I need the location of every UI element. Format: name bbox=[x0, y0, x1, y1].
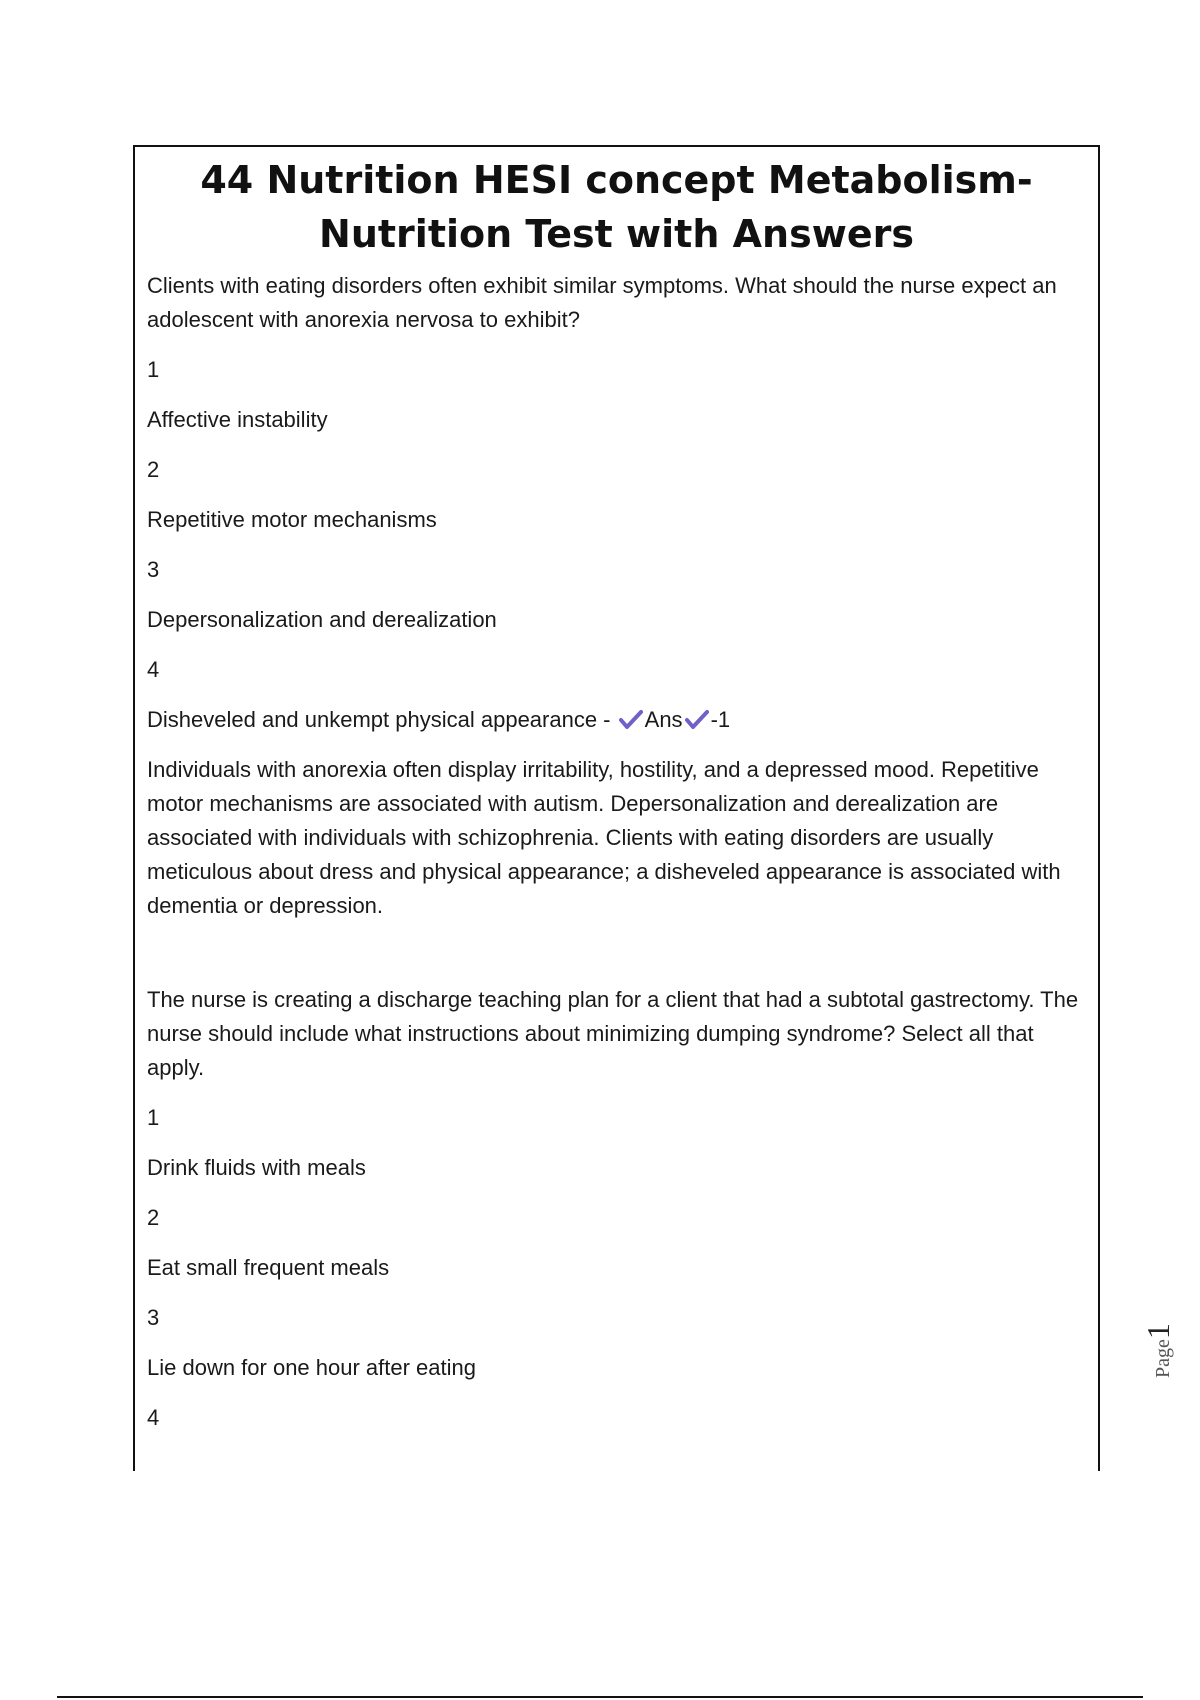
answer-value: -1 bbox=[710, 707, 731, 732]
question-2-option-2-text: Eat small frequent meals bbox=[147, 1255, 390, 1280]
question-spacer bbox=[147, 939, 1086, 983]
question-1-option-4-text: Disheveled and unkempt physical appearance - bbox=[147, 707, 611, 732]
page-label: Page bbox=[1152, 1339, 1174, 1378]
question-1-rationale: Individuals with anorexia often display irritability, hostility, and a depressed mood. Repetitive motor mechanisms are associated with autism. Depersonalization and derealization are associated with individuals with schizophrenia. Clients with eating disorders are usually meticulous about dress and physical appearance; a disheveled appearance is associated with dementia or depression. bbox=[147, 757, 1061, 918]
question-2-option-3-number: 3 bbox=[147, 1305, 160, 1330]
question-1-answer-line bbox=[147, 703, 1086, 737]
question-1-option-2-number: 2 bbox=[147, 457, 160, 482]
question-1-option-4-number: 4 bbox=[147, 657, 160, 682]
answer-label: Ans bbox=[644, 707, 683, 732]
question-2-option-1-number: 1 bbox=[147, 1105, 160, 1130]
check-mark-icon bbox=[619, 708, 643, 730]
question-1-option-3-number: 3 bbox=[147, 557, 160, 582]
question-2-stem: The nurse is creating a discharge teaching plan for a client that had a subtotal gastrectomy. The nurse should include what instructions about minimizing dumping syndrome? Select all that apply. bbox=[147, 987, 1079, 1080]
question-1-stem: Clients with eating disorders often exhibit similar symptoms. What should the nurse expect an adolescent with anorexia nervosa to exhibit? bbox=[147, 273, 1057, 332]
question-2-option-4-number: 4 bbox=[147, 1405, 160, 1430]
question-2-option-3-text: Lie down for one hour after eating bbox=[147, 1355, 477, 1380]
footer-divider bbox=[57, 1696, 1143, 1698]
question-1-option-3-text: Depersonalization and derealization bbox=[147, 607, 497, 632]
page-number-value: 1 bbox=[1140, 1323, 1176, 1340]
document-page bbox=[133, 145, 1100, 1471]
question-1-option-2-text: Repetitive motor mechanisms bbox=[147, 507, 437, 532]
check-mark-icon bbox=[685, 708, 709, 730]
question-1-option-1-text: Affective instability bbox=[147, 407, 328, 432]
document-title: 44 Nutrition HESI concept Metabolism- Nutrition Test with Answers bbox=[200, 158, 1033, 256]
page-number bbox=[1140, 1318, 1200, 1378]
document-content bbox=[135, 261, 1098, 1435]
question-1-option-1-number: 1 bbox=[147, 357, 160, 382]
question-2-option-1-text: Drink fluids with meals bbox=[147, 1155, 366, 1180]
question-2-option-2-number: 2 bbox=[147, 1205, 160, 1230]
